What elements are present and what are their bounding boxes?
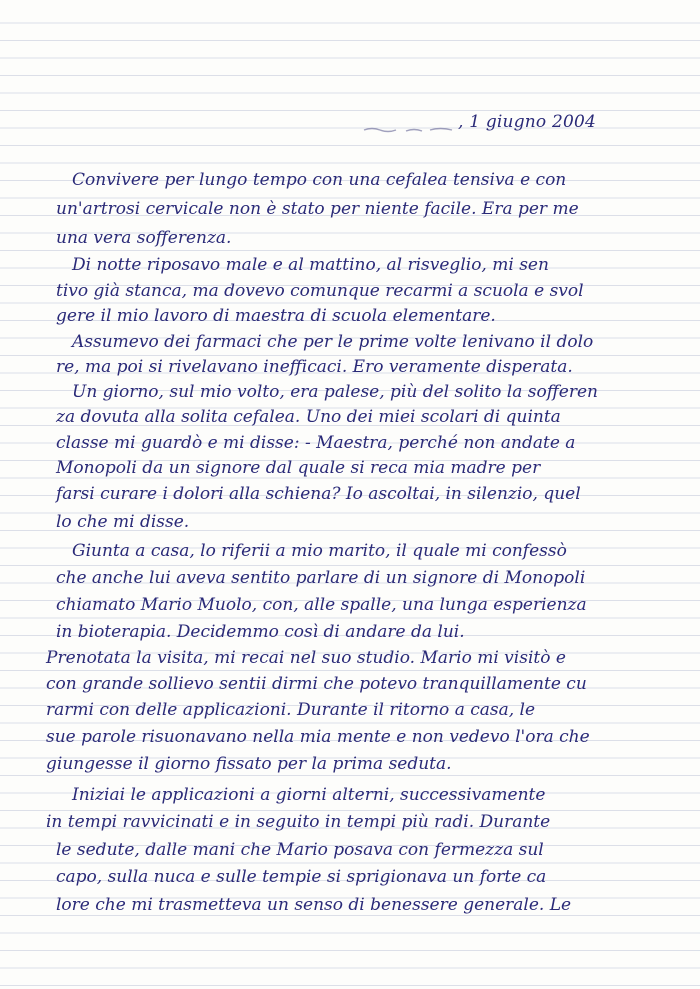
text-line: rarmi con delle applicazioni. Durante il ritorno a casa, le bbox=[46, 700, 536, 720]
text-line: in bioterapia. Decidemmo così di andare da lui. bbox=[56, 622, 465, 642]
text-line: Giunta a casa, lo riferii a mio marito, il quale mi confessò bbox=[72, 541, 567, 561]
text-line: tivo già stanca, ma dovevo comunque recarmi a scuola e svol bbox=[56, 281, 584, 301]
text-line: lore che mi trasmetteva un senso di benessere generale. Le bbox=[56, 895, 572, 915]
text-line: Di notte riposavo male e al mattino, al risveglio, mi sen bbox=[72, 255, 549, 275]
text-line: giungesse il giorno fissato per la prima seduta. bbox=[46, 754, 452, 774]
text-line: una vera sofferenza. bbox=[56, 228, 232, 248]
text-line: Iniziai le applicazioni a giorni alterni, successivamente bbox=[72, 785, 546, 805]
text-line: chiamato Mario Muolo, con, alle spalle, una lunga esperienza bbox=[56, 595, 587, 615]
text-line: Un giorno, sul mio volto, era palese, più del solito la sofferen bbox=[72, 382, 598, 402]
text-line: Monopoli da un signore dal quale si reca mia madre per bbox=[56, 458, 541, 478]
text-line: con grande sollievo sentii dirmi che potevo tranquillamente cu bbox=[46, 674, 587, 694]
text-line: classe mi guardò e mi disse: - Maestra, perché non andate a bbox=[56, 433, 576, 453]
text-line: Convivere per lungo tempo con una cefalea tensiva e con bbox=[72, 170, 567, 190]
text-line: le sedute, dalle mani che Mario posava con fermezza sul bbox=[56, 840, 544, 860]
text-line: sue parole risuonavano nella mia mente e non vedevo l'ora che bbox=[46, 727, 590, 747]
text-line: za dovuta alla solita cefalea. Uno dei miei scolari di quinta bbox=[56, 407, 561, 427]
letter-date: , 1 giugno 2004 bbox=[458, 112, 597, 132]
text-line: farsi curare i dolori alla schiena? Io ascoltai, in silenzio, quel bbox=[56, 484, 581, 504]
text-line: Prenotata la visita, mi recai nel suo studio. Mario mi visitò e bbox=[46, 648, 566, 668]
text-line: re, ma poi si rivelavano inefficaci. Ero veramente disperata. bbox=[56, 357, 573, 377]
text-line: Assumevo dei farmaci che per le prime volte lenivano il dolo bbox=[72, 332, 594, 352]
text-line: capo, sulla nuca e sulle tempie si sprigionava un forte ca bbox=[56, 867, 547, 887]
text-line: in tempi ravvicinati e in seguito in tempi più radi. Durante bbox=[46, 812, 551, 832]
text-line: lo che mi disse. bbox=[56, 512, 190, 532]
text-line: gere il mio lavoro di maestra di scuola elementare. bbox=[56, 306, 496, 326]
text-line: che anche lui aveva sentito parlare di un signore di Monopoli bbox=[56, 568, 586, 588]
text-line: un'artrosi cervicale non è stato per niente facile. Era per me bbox=[56, 199, 579, 219]
